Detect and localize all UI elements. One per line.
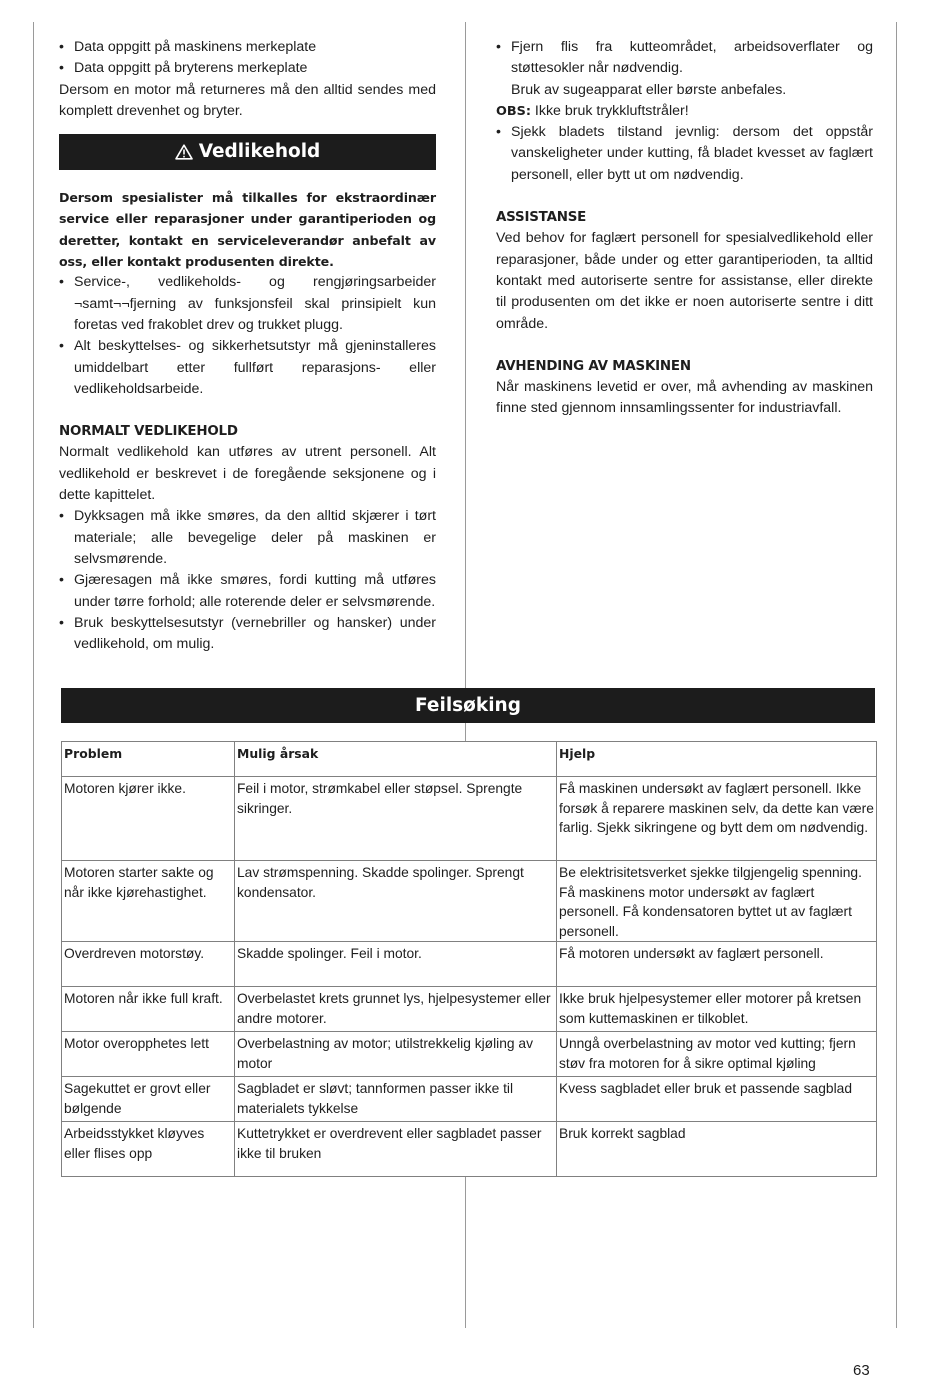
obs-note: [496, 101, 873, 122]
list-item: • Gjæresagen må ikke smøres, fordi kutting må utføres under tørre forhold; alle roterende deler er selvsmørende.: [59, 570, 436, 613]
right-column: [496, 37, 873, 420]
warning-icon: [175, 144, 193, 160]
column-header-problem: Problem: [62, 742, 235, 777]
maintenance-list: [59, 272, 436, 400]
table-row: [62, 861, 877, 942]
list-item-continuation: Bruk av sugeapparat eller børste anbefales.: [511, 81, 787, 98]
table-row: [62, 942, 877, 987]
margin-rule-left: [33, 22, 34, 1328]
help-cell: Få maskinen undersøkt av faglært personell. Ikke forsøk å reparere maskinen selv, da dette kan være farlig. Sjekk sikringene og bytt dem om nødvendig.: [557, 777, 877, 861]
cause-cell: Overbelastet krets grunnet lys, hjelpesystemer eller andre motorer.: [235, 987, 557, 1032]
help-cell: Kvess sagbladet eller bruk et passende sagblad: [557, 1077, 877, 1122]
help-cell: Be elektrisitetsverket sjekke tilgjengelig spenning. Få maskinens motor undersøkt av faglært personell. Få kondensatoren byttet ut av faglært personell.: [557, 861, 877, 942]
maintenance-intro: Dersom spesialister må tilkalles for ekstraordinær service eller reparasjoner under garantiperioden og deretter, kontakt en serviceleverandør anbefalt av oss, eller kontakt produsenten direkte.: [59, 190, 436, 270]
list-item: • Dykksagen må ikke smøres, da den alltid skjærer i tørt materiale; alle bevegelige deler på maskinen er selvsmørende.: [59, 506, 436, 570]
cause-cell: Feil i motor, strømkabel eller støpsel. Sprengte sikringer.: [235, 777, 557, 861]
problem-cell: Overdreven motorstøy.: [62, 942, 235, 987]
normal-maintenance-heading: NORMALT VEDLIKEHOLD: [59, 424, 238, 440]
list-item: • Data oppgitt på bryterens merkeplate: [59, 58, 436, 79]
obs-text: Ikke bruk trykkluftstråler!: [534, 102, 689, 119]
column-header-help: Hjelp: [557, 742, 877, 777]
troubleshooting-table: [61, 741, 877, 1177]
table-row: [62, 1032, 877, 1077]
troubleshooting-title: Feilsøking: [415, 695, 521, 716]
problem-cell: Motoren kjører ikke.: [62, 777, 235, 861]
maintenance-title: Vedlikehold: [198, 141, 321, 163]
problem-cell: Arbeidsstykket kløyves eller flises opp: [62, 1122, 235, 1177]
normal-maintenance-text: Normalt vedlikehold kan utføres av utrent personell. Alt vedlikehold er beskrevet i de foregående seksjonene og i dette kapittelet.: [59, 444, 436, 504]
assistance-text: Ved behov for faglært personell for spesialvedlikehold eller reparasjoner, både under og etter garantiperioden, ta alltid kontakt med autoriserte sentre for assistanse, eller direkte til produsenten om det ikke er noen autoriserte sentre i ditt område.: [496, 230, 873, 332]
problem-cell: Motoren når ikke full kraft.: [62, 987, 235, 1032]
cause-cell: Overbelastning av motor; utilstrekkelig kjøling av motor: [235, 1032, 557, 1077]
list-item: • Data oppgitt på maskinens merkeplate: [59, 37, 436, 58]
cleaning-list: [496, 37, 873, 101]
intro-list: [59, 37, 436, 80]
cause-cell: Kuttetrykket er overdrevent eller sagbladet passer ikke til bruken: [235, 1122, 557, 1177]
margin-rule-right: [896, 22, 897, 1328]
page-number: 63: [853, 1362, 870, 1379]
column-header-cause: Mulig årsak: [235, 742, 557, 777]
intro-paragraph: Dersom en motor må returneres må den alltid sendes med komplett drevenhet og bryter.: [59, 81, 436, 119]
cause-cell: Sagbladet er sløvt; tannformen passer ikke til materialets tykkelse: [235, 1077, 557, 1122]
cause-cell: Lav strømspenning. Skadde spolinger. Sprengt kondensator.: [235, 861, 557, 942]
assistance-heading: ASSISTANSE: [496, 210, 587, 226]
list-item-text: Fjern flis fra kutteområdet, arbeidsoverflater og støttesokler når nødvendig.: [511, 39, 873, 77]
normal-maintenance-list: [59, 506, 436, 655]
help-cell: Få motoren undersøkt av faglært personell.: [557, 942, 877, 987]
list-item: • Service-, vedlikeholds- og rengjøringsarbeider ¬samt¬¬fjerning av funksjonsfeil skal prinsipielt kun foretas ved frakoblet drev og trukket plugg.: [59, 272, 436, 336]
help-cell: Ikke bruk hjelpesystemer eller motorer på kretsen som kuttemaskinen er tilkoblet.: [557, 987, 877, 1032]
left-column: [59, 37, 436, 655]
problem-cell: Sagekuttet er grovt eller bølgende: [62, 1077, 235, 1122]
cause-cell: Skadde spolinger. Feil i motor.: [235, 942, 557, 987]
problem-cell: Motor overopphetes lett: [62, 1032, 235, 1077]
table-row: [62, 777, 877, 861]
table-row: [62, 987, 877, 1032]
disposal-heading: AVHENDING AV MASKINEN: [496, 358, 691, 374]
list-item: [496, 37, 873, 101]
help-cell: Bruk korrekt sagblad: [557, 1122, 877, 1177]
list-item: • Bruk beskyttelsesutstyr (vernebriller og hansker) under vedlikehold, om mulig.: [59, 613, 436, 656]
table-row: [62, 1077, 877, 1122]
obs-label: OBS:: [496, 103, 531, 119]
table-header-row: [62, 742, 877, 777]
help-cell: Unngå overbelastning av motor ved kutting; fjern støv fra motoren for å sikre optimal kjøling: [557, 1032, 877, 1077]
blade-list: [496, 122, 873, 186]
table-row: [62, 1122, 877, 1177]
troubleshooting-banner: [61, 688, 875, 723]
list-item: • Sjekk bladets tilstand jevnlig: dersom det oppstår vanskeligheter under kutting, få bladet kvesset av faglært personell, eller bytt ut om nødvendig.: [496, 122, 873, 186]
problem-cell: Motoren starter sakte og når ikke kjørehastighet.: [62, 861, 235, 942]
maintenance-banner: [59, 134, 436, 170]
list-item: • Alt beskyttelses- og sikkerhetsutstyr må gjeninstalleres umiddelbart etter fullført reparasjons- eller vedlikeholdsarbeide.: [59, 336, 436, 400]
disposal-text: Når maskinens levetid er over, må avhending av maskinen finne sted gjennom innsamlingssenter for industriavfall.: [496, 379, 873, 417]
